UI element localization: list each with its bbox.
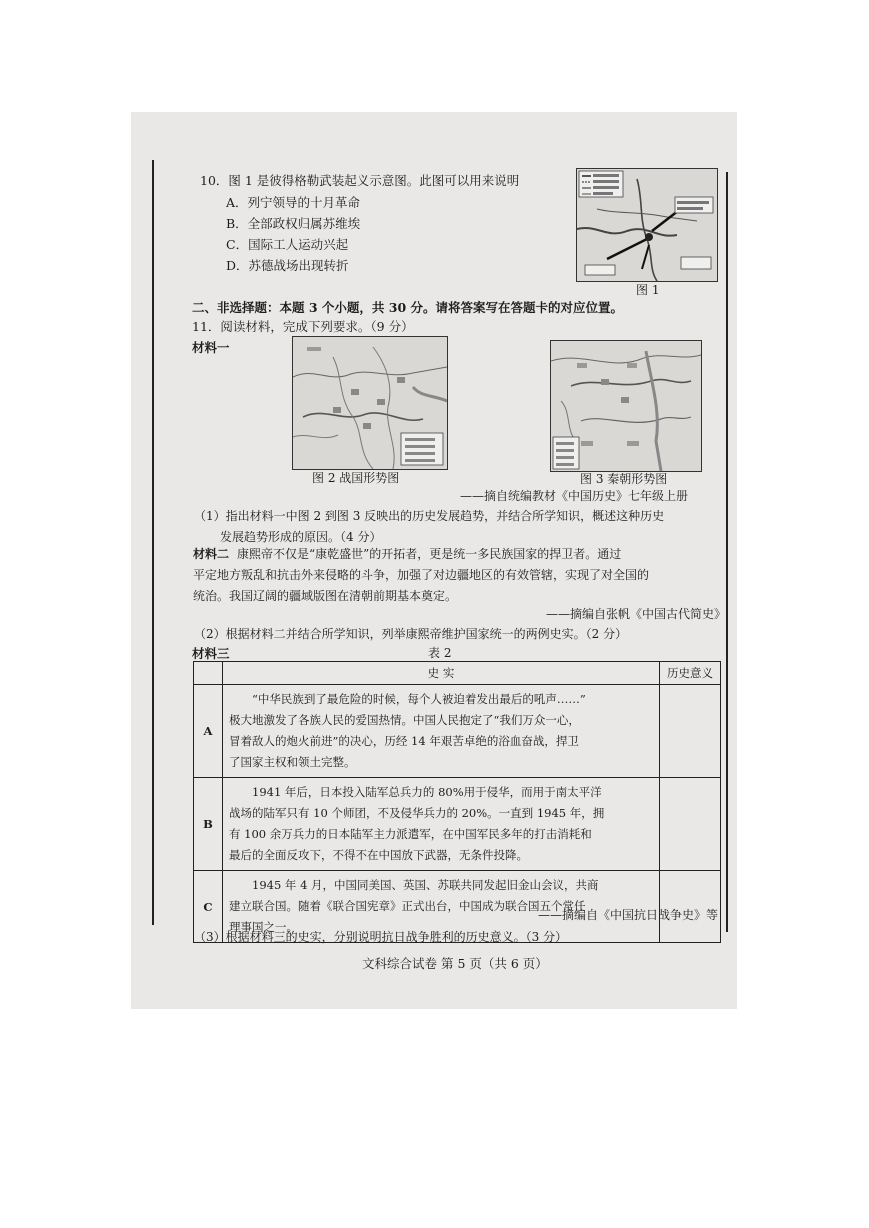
q10-option-d: D．苏德战场出现转折 — [226, 258, 349, 273]
figure3-qin-dynasty-map — [550, 340, 702, 472]
table2-title: 表 2 — [428, 646, 452, 660]
table-row — [194, 778, 721, 871]
row-a-line4: 了国家主权和领土完整。 — [229, 755, 356, 769]
row-label-a: A — [194, 685, 223, 778]
row-b-line3: 有 100 余万兵力的日本陆军主力派遣军，在中国军民多年的打击消耗和 — [229, 827, 592, 841]
material2-label: 材料二 — [193, 547, 230, 561]
material2-block — [193, 544, 723, 607]
table-header-significance: 历史意义 — [660, 662, 721, 685]
right-margin-rule — [726, 172, 728, 932]
row-a-fact — [223, 685, 660, 778]
q11-intro: 11．阅读材料，完成下列要求。（9 分） — [192, 319, 414, 334]
figure1-petrograd-map — [576, 168, 718, 282]
row-a-line2: 极大地激发了各族人民的爱国热情。中国人民抱定了“我们万众一心， — [229, 713, 580, 727]
q11-sub3: （3）根据材料三的史实，分别说明抗日战争胜利的历史意义。（3 分） — [194, 930, 568, 944]
row-b-line1: 1941 年后，日本投入陆军总兵力的 80%用于侵华，而用于南太平洋 — [252, 785, 602, 799]
table-header-row — [194, 662, 721, 685]
material2-line1: 康熙帝不仅是“康乾盛世”的开拓者，更是统一多民族国家的捍卫者。通过 — [237, 547, 622, 561]
q11-sub1 — [194, 506, 664, 548]
page-footer: 文科综合试卷 第 5 页（共 6 页） — [362, 956, 548, 971]
figure2-warring-states-map — [292, 336, 448, 470]
table-header-blank — [194, 662, 223, 685]
material1-source: ——摘自统编教材《中国历史》七年级上册 — [460, 489, 689, 503]
material1-label: 材料一 — [192, 340, 230, 355]
row-label-c: C — [194, 871, 223, 943]
q10-stem: 10．图 1 是彼得格勒武装起义示意图。此图可以用来说明 — [200, 173, 520, 188]
material2-line2: 平定地方叛乱和抗击外来侵略的斗争，加强了对边疆地区的有效管辖，实现了对全国的 — [193, 568, 650, 582]
row-a-line1: “中华民族到了最危险的时候，每个人被迫着发出最后的吼声……” — [252, 692, 586, 706]
table-row — [194, 685, 721, 778]
figure2-caption: 图 2 战国形势图 — [312, 471, 400, 485]
table-header-fact: 史 实 — [223, 662, 660, 685]
row-c-line2: 建立联合国。随着《联合国宪章》正式出台，中国成为联合国五个常任 — [229, 899, 586, 913]
row-c-line3: 理事国之一。 — [229, 920, 298, 934]
section2-heading: 二、非选择题：本题 3 个小题，共 30 分。请将答案写在答题卡的对应位置。 — [192, 300, 624, 315]
q10-option-b: B．全部政权归属苏维埃 — [226, 216, 361, 231]
table2 — [193, 661, 721, 943]
row-label-b: B — [194, 778, 223, 871]
q11-sub1-line2: 发展趋势形成的原因。（4 分） — [220, 530, 382, 544]
q10-option-a: A．列宁领导的十月革命 — [226, 195, 361, 210]
material2-line3: 统治。我国辽阔的疆域版图在清朝前期基本奠定。 — [193, 589, 458, 603]
figure3-caption: 图 3 秦朝形势图 — [580, 472, 668, 486]
q11-sub1-line1: （1）指出材料一中图 2 到图 3 反映出的历史发展趋势，并结合所学知识，概述这种历史 — [194, 509, 665, 523]
row-b-line4: 最后的全面反攻下，不得不在中国放下武器，无条件投降。 — [229, 848, 528, 862]
row-c-line1: 1945 年 4 月，中国同美国、英国、苏联共同发起旧金山会议，共商 — [252, 878, 599, 892]
figure1-caption: 图 1 — [636, 283, 660, 297]
row-b-line2: 战场的陆军只有 10 个师团，不及侵华兵力的 20%。一直到 1945 年，拥 — [229, 806, 605, 820]
material2-source: ——摘编自张帆《中国古代简史》 — [546, 607, 727, 621]
row-b-fact — [223, 778, 660, 871]
q11-sub2: （2）根据材料二并结合所学知识，列举康熙帝维护国家统一的两例史实。（2 分） — [194, 627, 628, 641]
left-margin-rule — [152, 160, 154, 925]
row-a-significance-cell — [660, 685, 721, 778]
material3-label: 材料三 — [192, 646, 230, 661]
row-a-line3: 冒着敌人的炮火前进”的决心，历经 14 年艰苦卓绝的浴血奋战，捍卫 — [229, 734, 579, 748]
q10-option-c: C．国际工人运动兴起 — [226, 237, 349, 252]
row-b-significance-cell — [660, 778, 721, 871]
material3-source: ——摘编自《中国抗日战争史》等 — [538, 908, 719, 922]
